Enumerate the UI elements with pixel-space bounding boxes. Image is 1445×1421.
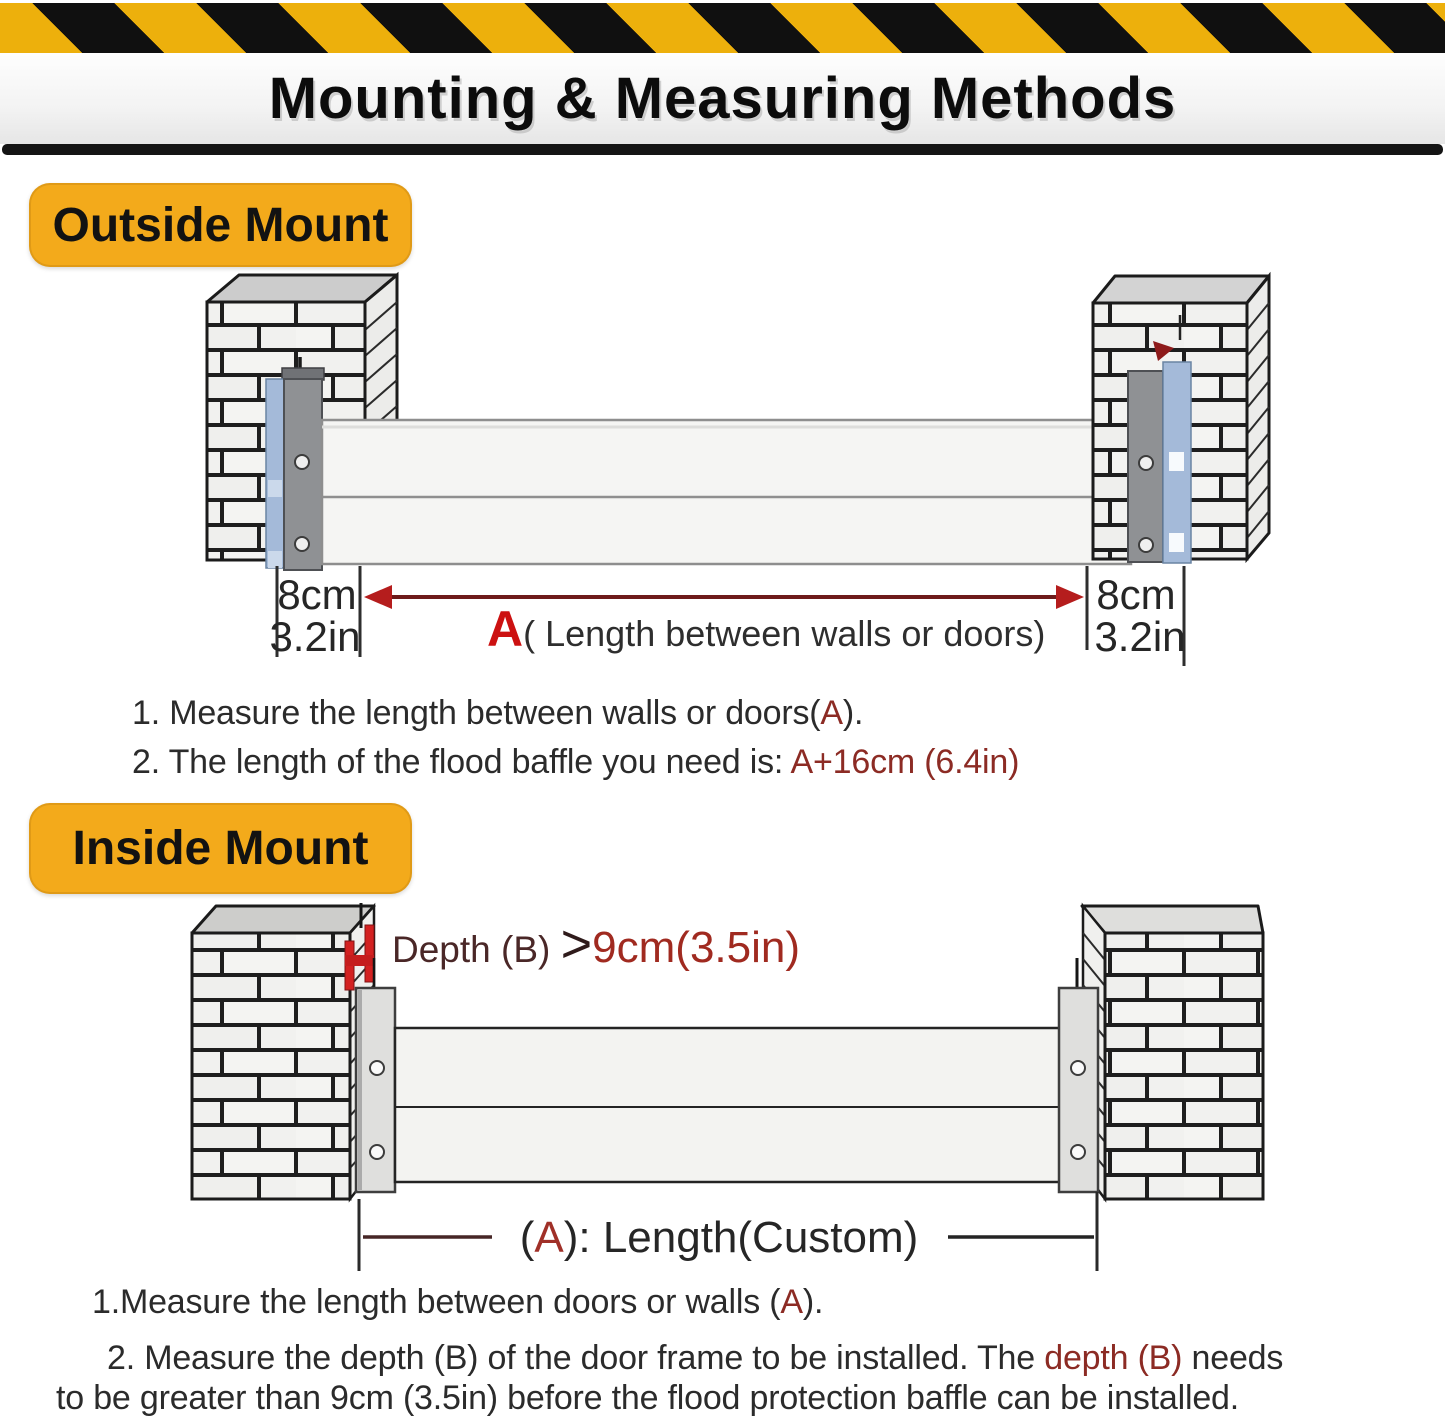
step-text: 2. The length of the flood baffle you need is: [132,743,791,781]
step-highlight: A [780,1283,803,1321]
title-row [0,53,1445,144]
depth-value: 9cm(3.5in) [592,923,801,972]
inside-mount-diagram [0,895,1445,1280]
step-highlight: A [820,694,843,732]
screw-hole [370,1061,384,1075]
inside-step-1 [92,1283,823,1322]
outside-mount-label: Outside Mount [52,198,389,252]
left-offset-in: 3.2in [269,613,361,660]
inside-mount-badge [29,803,412,894]
outside-mount-diagram [0,270,1445,680]
step-text: to be greater than 9cm (3.5in) before the flood protection baffle can be installed. [56,1379,1239,1417]
length-letter: A [534,1213,564,1262]
inside-step-2-line-2 [56,1379,1239,1418]
custom-length-measurement [359,1192,1097,1271]
flood-barrier-panels [395,1028,1060,1182]
length-pre: ( [519,1213,535,1262]
right-offset-cm: 8cm [1096,571,1176,618]
right-pillar [1059,906,1263,1199]
mounting-channel [1059,988,1098,1192]
screw-hole [370,1145,384,1159]
banner [0,0,1445,155]
depth-annotation [392,914,800,974]
outside-step-2 [132,743,1019,782]
right-pillar [1093,276,1269,563]
flood-barrier-panels [322,420,1131,564]
span-letter: A [487,601,524,657]
screw-hole [1071,1145,1085,1159]
step-text: ). [802,1283,824,1321]
custom-length-label [520,1213,919,1262]
inside-step-2-line-1 [107,1339,1283,1378]
greater-than-sign: > [560,914,593,974]
outside-mount-drawing [0,270,1445,680]
length-measurement [269,566,1185,666]
outside-mount-badge [29,183,412,267]
length-post: ): Length(Custom) [563,1213,919,1262]
step-text: 1.Measure the length between doors or walls ( [92,1283,781,1321]
inside-mount-drawing [0,895,1445,1280]
step-highlight: A+16cm (6.4in) [790,743,1020,781]
screw-hole [295,455,309,469]
step-text: 1. Measure the length between walls or doors( [132,694,821,732]
outside-step-1 [132,694,863,733]
inside-mount-label: Inside Mount [72,822,369,875]
span-annotation [487,601,1045,657]
page-title: Mounting & Measuring Methods [268,66,1177,131]
step-text: needs [1182,1339,1284,1377]
screw-hole [295,537,309,551]
screw-hole [1139,538,1153,552]
span-label: ( Length between walls or doors) [523,613,1046,654]
right-offset-in: 3.2in [1094,613,1186,660]
step-text: ). [842,694,864,732]
left-offset-cm: 8cm [277,571,357,618]
screw-hole [1139,456,1153,470]
banner-divider [2,144,1443,155]
left-pillar [192,903,395,1199]
step-text: 2. Measure the depth (B) of the door frame to be installed. The [107,1339,1045,1377]
blue-seal-rail [266,379,284,568]
screw-hole [1071,1061,1085,1075]
caution-stripe [0,3,1445,53]
step-highlight: depth (B) [1044,1339,1183,1377]
depth-label: Depth (B) [392,929,561,970]
